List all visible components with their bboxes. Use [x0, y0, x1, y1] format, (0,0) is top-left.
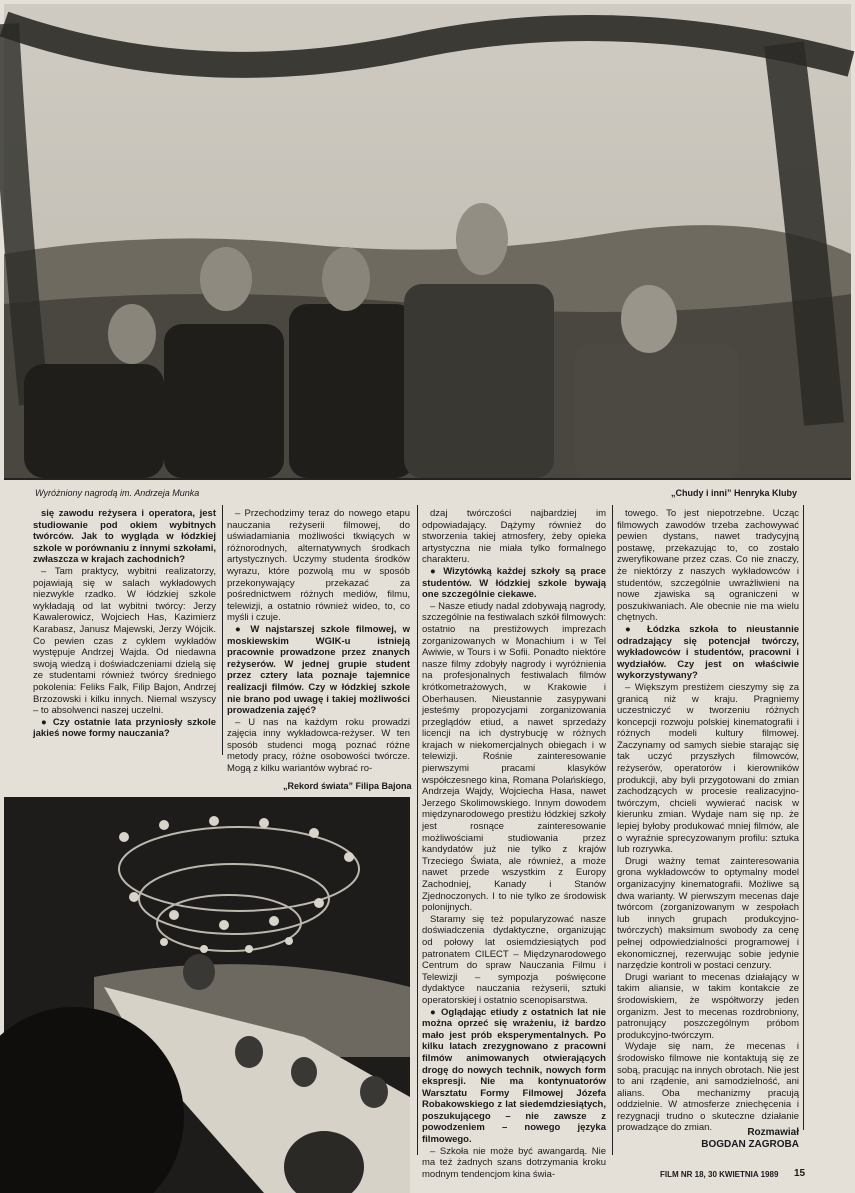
col2-paragraph: ● W najstarszej szkole filmowej, w moskiewskim WGIK-u istnieją pracownie prowadzone przez znanych reżyserów. W jednej grupie student przez cztery lata poznaje tajemnice realizacji filmów. Czy w łódzkiej szkole nie brano pod uwagę i takiej możliwości prowadzenia zajęć?	[227, 623, 410, 717]
col4-paragraph: towego. To jest niepotrzebne. Ucząc filmowych zawodów trzeba zachowywać pewien dystans, nawet tradycyjną postawę, przekazując to, co zostało zweryfikowane przez czas. Co nie znaczy, że niektórzy z naszych wykładowców i studentów, szczególnie uwrażliwieni na nowe zjawiska są ograniczeni w poszukiwaniach. Ale obecnie nie ma wielu chętnych.	[617, 508, 799, 624]
col3-paragraph: Staramy się też popularyzować nasze doświadczenia dydaktyczne, organizując od połowy lat osiemdziesiątych pod patronatem CILECT – Międzynarodowego Centrum do spraw Nauczania Filmu i Telewizji – sympozja poświęcone dydaktyce nauczania reżyserii, sztuki operatorskiej i ostatnio scenopisarstwa.	[422, 913, 606, 1006]
footer-issue: FILM NR 18, 30 KWIETNIA 1989	[660, 1170, 779, 1179]
column-rule-3	[612, 505, 613, 1155]
text-column-2	[227, 508, 410, 775]
top-photo-bottom-rule	[4, 478, 851, 480]
text-column-1	[33, 508, 216, 760]
col3-paragraph: ● Oglądając etiudy z ostatnich lat nie można oprzeć się wrażeniu, iż bardzo mało jest prób eksperymentalnych. Po kilku latach zrezygnowano z pracowni filmów animowanych otwierających drogę do nowych technik, nowych form ekspresji. Nie ma kontynuatorów Warsztatu Formy Filmowej Józefa Robakowskiego z lat siedemdziesiątych, poszukującego – nie zawsze z powodzeniem – nowego języka filmowego.	[422, 1006, 606, 1146]
col3-paragraph: – Nasze etiudy nadal zdobywają nagrody, szczególnie na festiwalach szkół filmowych: ostatnio na prestiżowych imprezach zorganizowanych w Monachium i w Tel Awiwie, w Tours i w Sofii. Ponadto niektóre nasze filmy zdobyły nagrody i wyróżnienia na profesjonalnych festiwalach filmów krótkometrażowych, w Krakowie i Oberhausen. Nieustannie zasypywani jesteśmy propozycjami zorganizowania przeglądów etiud, a nawet sprzedaży licencji na ich dystrybucję w różnych krajach w niekomercjalnych obiegach i w telewizji. Rośnie zainteresowanie pierwszymi pracami klasyków współczesnego kina, Romana Polańskiego, Andrzeja Wajdy, Wojciecha Hasa, nawet Jerzego Skolimowskiego. Innym dowodem międzynarodowego prestiżu łódzkiej szkoły jest rosnące zainteresowanie możliwościami studiowania przez kandydatów już nie tylko z krajów Trzeciego Świata, ale również, a może nawet przede wszystkim z Europy Zachodniej, Kanady i Stanów Zjednoczonych. I to nie tylko ze środowisk polonijnych.	[422, 600, 606, 914]
column-rule-4	[803, 505, 804, 1130]
col4-paragraph: ● Łódzka szkoła to nieustannie odradzający się potencjał twórczy, wykładowców i studentów, pracowni i wydziałów. Czy jest on właściwie wykorzystywany?	[617, 623, 799, 682]
col2-paragraph: – Przechodzimy teraz do nowego etapu nauczania reżyserii filmowej, do uświadamiania możliwości tkwiących w różnorodnych, alternatywnych środkach artystycznych. Uczymy studenta środków wyrazu, które pozwolą mu w sposób przekonywający przekazać za pośrednictwem różnych mediów, filmu, telewizji, a ostatnio również wideo, to, co myśli i czuje.	[227, 508, 410, 624]
text-column-3	[422, 508, 606, 1180]
caption-top-left: Wyróżniony nagrodą im. Andrzeja Munka	[35, 488, 200, 498]
col2-paragraph: – U nas na każdym roku prowadzi zajęcia inny wykładowca-reżyser. W ten sposób studenci mogą poznać różne metody pracy, różne osobowości twórcze. Mogą z kilku wariantów wybrać ro-	[227, 716, 410, 775]
caption-middle: „Rekord świata” Filipa Bajona	[283, 781, 412, 791]
bottom-left-photo	[4, 797, 410, 1193]
col4-paragraph: Wydaje się nam, że mecenas i środowisko filmowe nie kontaktują się ze sobą, pracując na innych obrotach. Nie jest to ani rządenie, ani samodzielność, ani alians. Oba mechanizmy pracują oddzielnie. W atmosferze zniechęcenia i rezygnacji trudno o skuteczne działanie prowadzące do zmian.	[617, 1041, 799, 1134]
col3-paragraph: ● Wizytówką każdej szkoły są prace studentów. W łódzkiej szkole bywają one szczególnie ciekawe.	[422, 565, 606, 601]
col4-paragraph: Drugi ważny temat zainteresowania grona wykładowców to optymalny model organizacyjny kinematografii. Możliwe są dwa warianty. W pierwszym mecenas daje twórcom (zorganizowanym w zespołach lub innych grupach produkcyjno-twórczych) maksimum swobody za cenę pełnej odpowiedzialności programowej i ekonomicznej, rezerwując sobie jedynie narzędzie kontroli w postaci cenzury.	[617, 855, 799, 972]
col3-paragraph: dzaj twórczości najbardziej im odpowiadający. Dążymy również do stworzenia takiej atmosfery, żeby opieka artystyczna nie miała tylko formalnego charakteru.	[422, 508, 606, 566]
col4-paragraph: Drugi wariant to mecenas działający w takim aliansie, w takim kontakcie ze środowiskiem, że współtworzy jeden organizm. Jest to mecenas rozdrobniony, patronujący poszczególnym próbom produkcyjno-twórczym.	[617, 971, 799, 1041]
column-rule-2	[417, 505, 418, 1155]
caption-top-right: „Chudy i inni” Henryka Kluby	[671, 488, 798, 498]
byline-label: Rozmawiał	[747, 1127, 799, 1138]
byline	[617, 1127, 799, 1151]
col1-paragraph: – Tam praktycy, wybitni realizatorzy, pojawiają się w salach wykładowych niezwykle rzadko. W łódzkiej szkole wykładają od lat wybitni twórcy: Jerzy Kawalerowicz, Wojciech Has, Kazimierz Karabasz, Janusz Majewski, Jerzy Wójcik. Co pewien czas z cyklem wykładów występuje Andrzej Wajda. Od niedawna swoją wiedzą i doświadczeniami dzielą się ze studentami również twórcy średniego pokolenia: Feliks Falk, Filip Bajon, Andrzej Brzozowski i kilku innych. Niemal wszyscy – to absolwenci naszej uczelni.	[33, 565, 216, 717]
byline-author: BOGDAN ZAGROBA	[701, 1139, 799, 1150]
col4-paragraph: – Większym prestiżem cieszymy się za granicą niż w kraju. Pragniemy uczestniczyć w tworzeniu różnych koncepcji rozwoju polskiej kinematografii i różnych modeli kultury filmowej. Zaczynamy od samych siebie starając się tak uczyć przyszłych filmowców, reżyserów, operatorów i kierowników produkcji, aby byli przygotowani do zmian zachodzących w procesie realizacyjno-twórczym, chcieli wywierać nacisk w kierunku zmian. Wydaje nam się np. że lepiej byłoby produkować mniej filmów, ale o wyraźnie sprecyzowanym profilu: sztuka lub rozrywka.	[617, 681, 799, 856]
footer-page-number: 15	[794, 1168, 806, 1179]
column-rule-1	[222, 505, 223, 755]
top-photo	[4, 4, 851, 478]
col1-paragraph: się zawodu reżysera i operatora, jest studiowanie pod okiem wybitnych twórców. Jak to wygląda w łódzkiej szkole w porównaniu z innymi szkołami, zwłaszcza w krajach zachodnich?	[33, 508, 216, 566]
col1-paragraph: ● Czy ostatnie lata przyniosły szkole jakieś nowe formy nauczania?	[33, 716, 216, 740]
col3-paragraph: – Szkoła nie może być awangardą. Nie ma też żadnych szans dotrzymania kroku modnym tendencjom kina świa-	[422, 1145, 606, 1180]
